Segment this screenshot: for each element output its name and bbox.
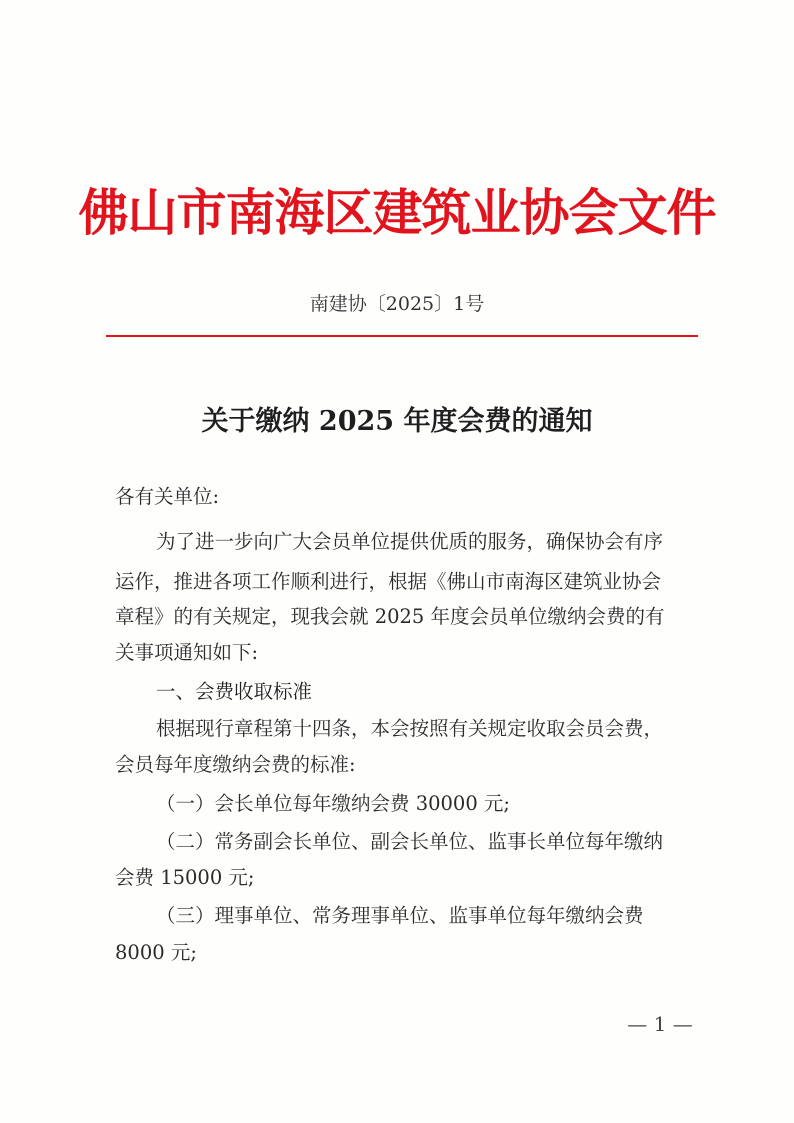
doc-title: 关于缴纳 2025 年度会费的通知 <box>201 406 593 437</box>
fee-item-1: （一）会长单位每年缴纳会费 30000 元; <box>156 792 510 815</box>
section-1-line-1: 根据现行章程第十四条，本会按照有关规定收取会员会费， <box>156 717 664 740</box>
section-1-line-2: 会员每年度缴纳会费的标准: <box>115 753 356 776</box>
salutation: 各有关单位: <box>115 485 220 508</box>
fee-item-3-line-2: 8000 元; <box>115 941 197 964</box>
intro-line-4: 关事项通知如下: <box>115 641 259 664</box>
doc-number: 南建协〔2025〕1号 <box>309 293 485 315</box>
red-separator-line <box>106 335 698 337</box>
org-header: 佛山市南海区建筑业协会文件 <box>78 184 716 242</box>
page-number: — 1 — <box>627 1012 693 1036</box>
intro-line-1: 为了进一步向广大会员单位提供优质的服务，确保协会有序 <box>156 530 664 553</box>
fee-item-2-line-2: 会费 15000 元; <box>115 866 255 889</box>
fee-item-3-line-1: （三）理事单位、常务理事单位、监事单位每年缴纳会费 <box>156 904 644 927</box>
section-heading-1: 一、会费收取标准 <box>156 680 313 703</box>
fee-item-2-line-1: （二）常务副会长单位、副会长单位、监事长单位每年缴纳 <box>156 830 664 853</box>
intro-line-3: 章程》的有关规定，现我会就 2025 年度会员单位缴纳会费的有 <box>115 605 665 628</box>
intro-line-2: 运作，推进各项工作顺利进行，根据《佛山市南海区建筑业协会 <box>115 570 662 593</box>
